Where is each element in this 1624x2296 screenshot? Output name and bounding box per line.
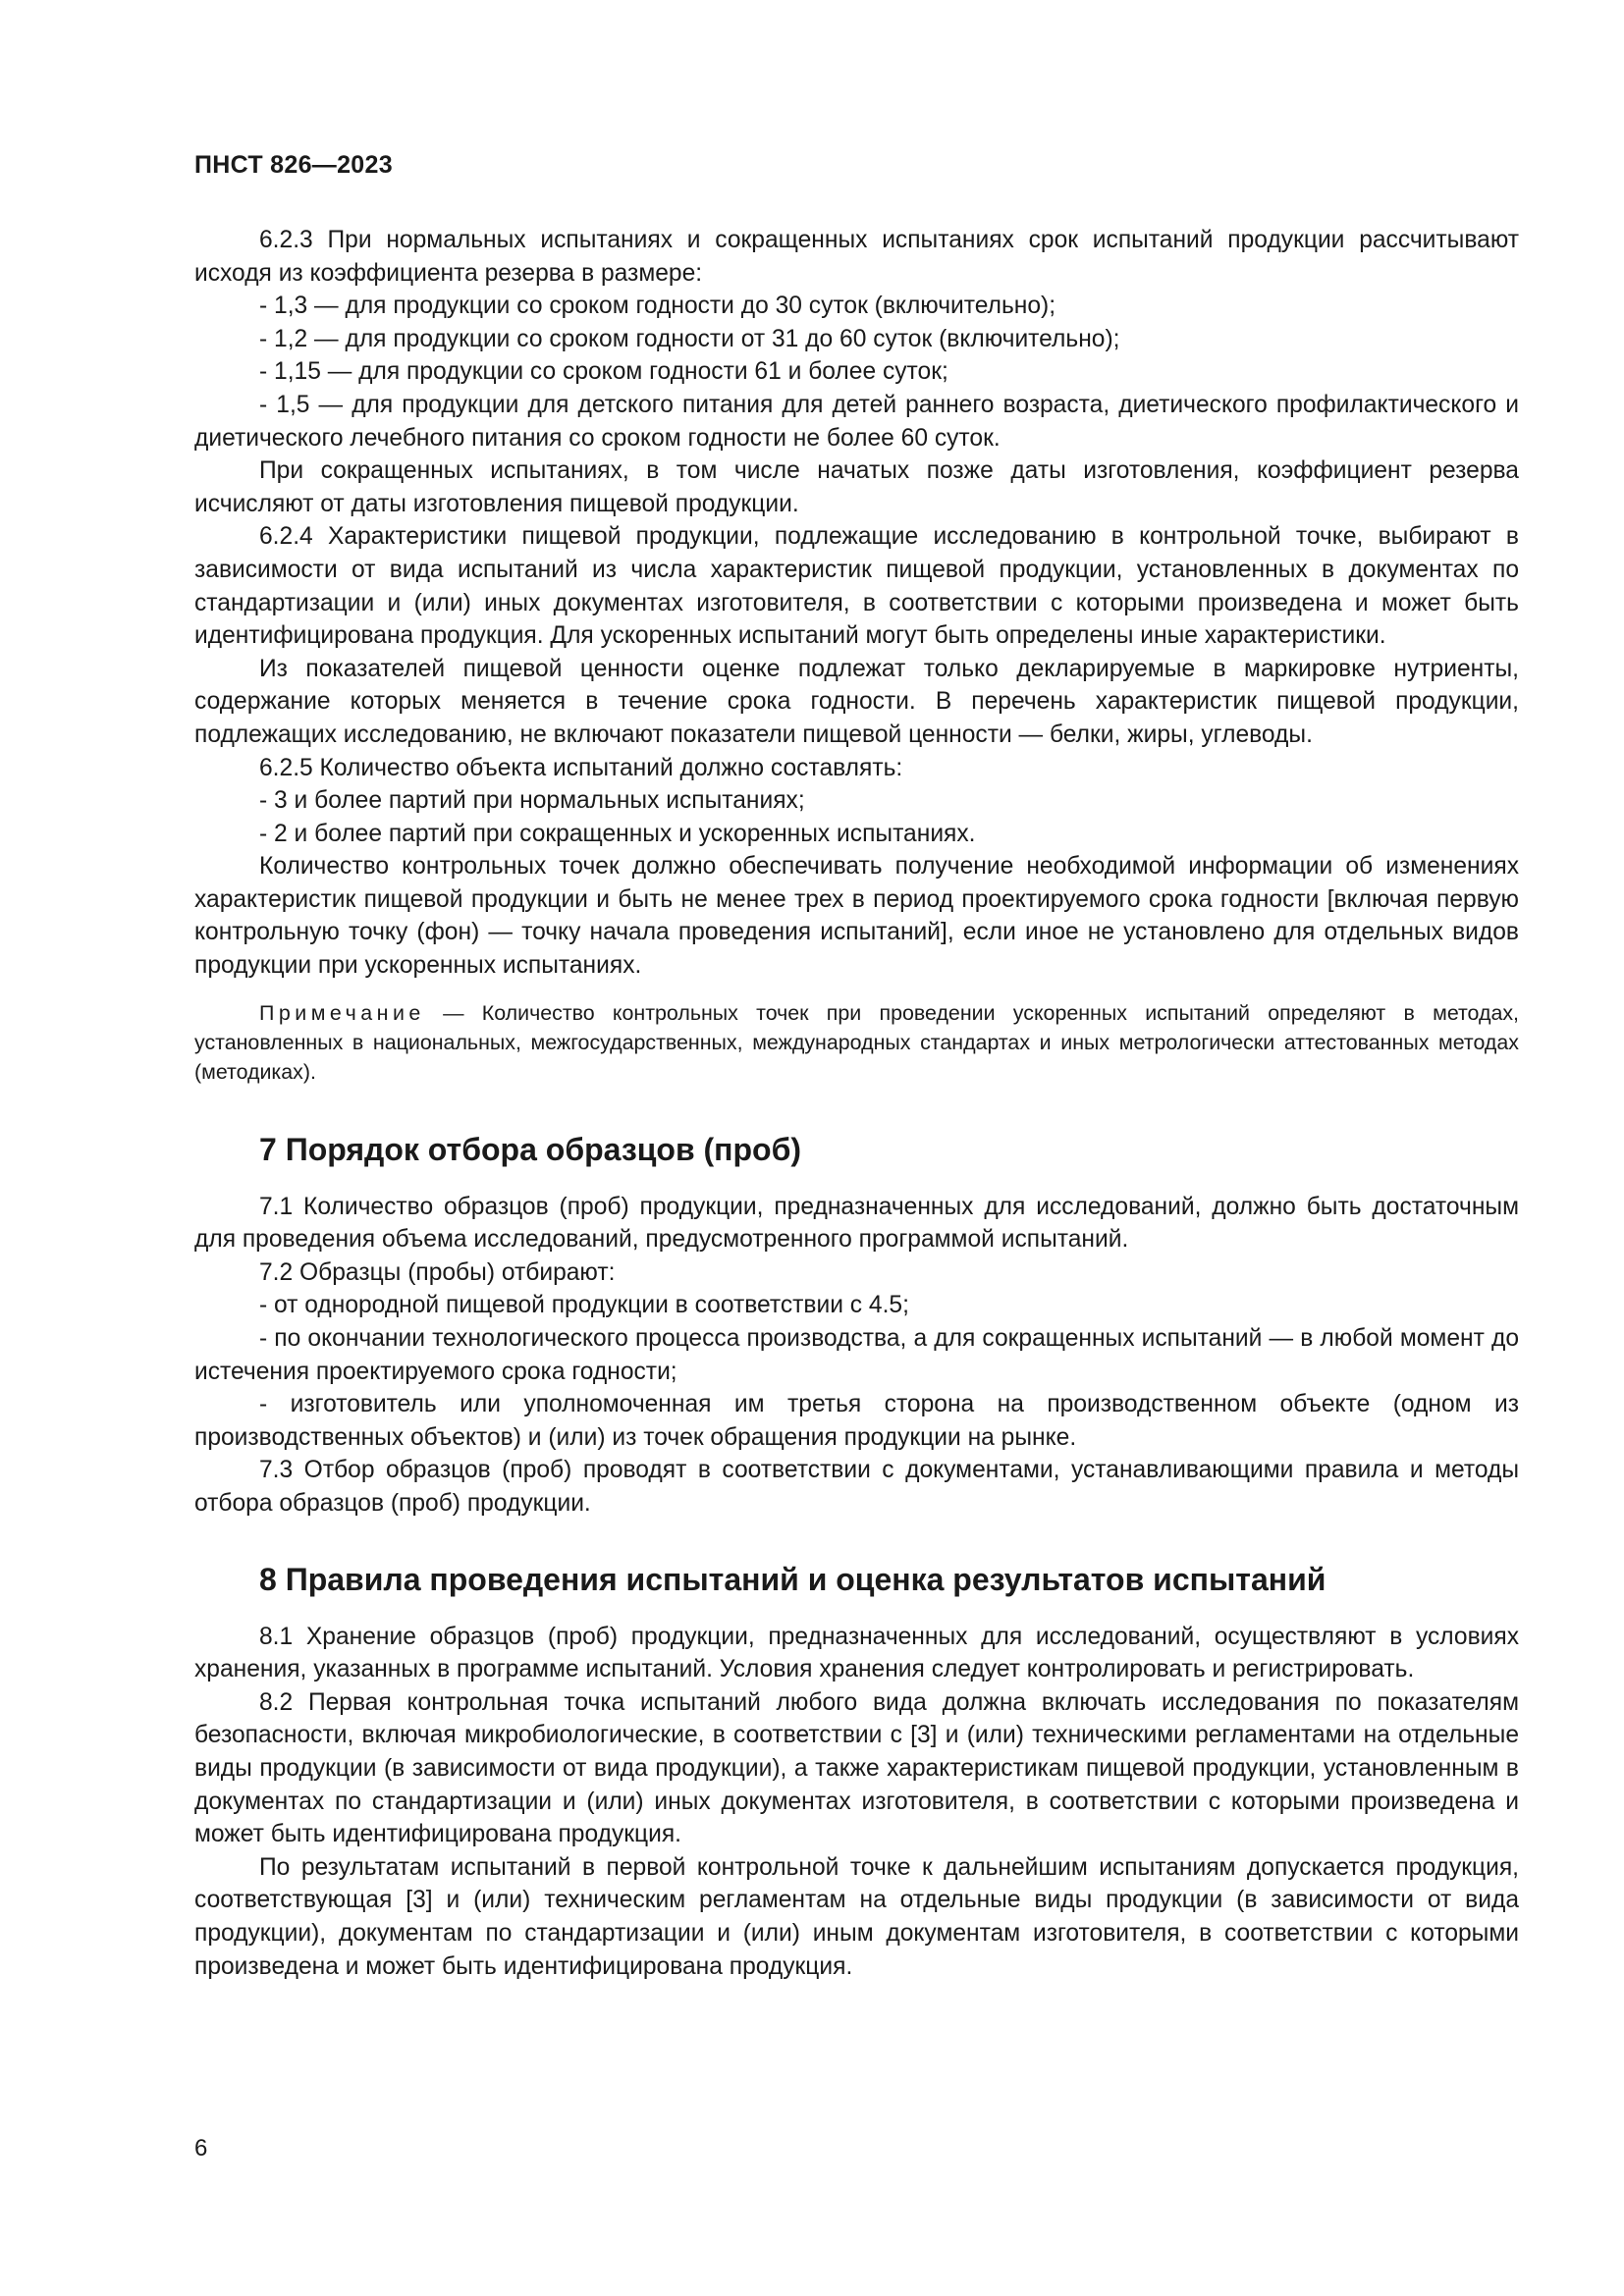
paragraph: Из показателей пищевой ценности оценке подлежат только декларируемые в маркировке нутриенты, содержание которых меняется в течение срока годности. В перечень характеристик пищевой продукции, подлежащих исследованию, не включают показатели пищевой ценности — белки, жиры, углеводы.: [194, 655, 1519, 748]
paragraph-8-1: 8.1 Хранение образцов (проб) продукции, предназначенных для исследований, осуществляют в условиях хранения, указанных в программе испытаний. Условия хранения следует контролировать и регистрировать.: [194, 1623, 1519, 1683]
paragraph-6-2-4: 6.2.4 Характеристики пищевой продукции, подлежащие исследованию в контрольной точке, выбирают в зависимости от вида испытаний из числа характеристик пищевой продукции, установленных в документах по стандартизации и (или) иных документах изготовителя, в соответствии с которыми произведена и может быть идентифицирована продукция. Для ускоренных испытаний могут быть определены иные характеристики.: [194, 523, 1519, 650]
document-code: ПНСТ 826—2023: [194, 151, 393, 179]
paragraph-7-3: 7.3 Отбор образцов (проб) проводят в соответствии с документами, устанавливающими правила и методы отбора образцов (проб) продукции.: [194, 1457, 1519, 1517]
paragraph-7-2: 7.2 Образцы (пробы) отбирают:: [259, 1258, 616, 1286]
paragraph-6-2-3: 6.2.3 При нормальных испытаниях и сокращенных испытаниях срок испытаний продукции рассчитывают исходя из коэффициента резерва в размере:: [194, 227, 1519, 287]
list-item: - 3 и более партий при нормальных испытаниях;: [259, 787, 805, 815]
list-item: - по окончании технологического процесса производства, а для сокращенных испытаний — в любой момент до истечения проектируемого срока годности;: [194, 1325, 1519, 1385]
section-7-title: 7 Порядок отбора образцов (проб): [259, 1131, 801, 1167]
paragraph: По результатам испытаний в первой контрольной точке к дальнейшим испытаниям допускается продукция, соответствующая [3] и (или) техническим регламентам на отдельные виды продукции (в зависимости от вида продукции), документам по стандартизации и (или) иным документам изготовителя, в соответствии с которыми произведена и может быть идентифицирована продукция.: [194, 1853, 1519, 1980]
note-label: Примечание: [259, 1000, 425, 1025]
list-item: - 2 и более партий при сокращенных и ускоренных испытаниях.: [259, 820, 976, 847]
list-item: - 1,2 — для продукции со сроком годности от 31 до 60 суток (включительно);: [259, 325, 1120, 352]
note-text: — Количество контрольных точек при проведении ускоренных испытаний определяют в методах, установленных в национальных, межгосударственных, международных стандартах и иных метрологически аттестованных методах (методиках).: [194, 1000, 1519, 1084]
paragraph: При сокращенных испытаниях, в том числе начатых позже даты изготовления, коэффициент резерва исчисляют от даты изготовления пищевой продукции.: [194, 457, 1519, 517]
paragraph-6-2-5: 6.2.5 Количество объекта испытаний должно составлять:: [259, 754, 903, 781]
list-item: - изготовитель или уполномоченная им третья сторона на производственном объекте (одном из производственных объектов) и (или) из точек обращения продукции на рынке.: [194, 1391, 1519, 1451]
list-item: - 1,15 — для продукции со сроком годности 61 и более суток;: [259, 358, 948, 386]
document-body: [194, 224, 1519, 1983]
page-number: 6: [194, 2135, 208, 2162]
list-item: - 1,3 — для продукции со сроком годности до 30 суток (включительно);: [259, 293, 1056, 320]
paragraph-8-2: 8.2 Первая контрольная точка испытаний любого вида должна включать исследования по показателям безопасности, включая микробиологические, в соответствии с [3] и (или) техническими регламентами на отдельные виды продукции (в зависимости от вида продукции), а также характеристикам пищевой продукции, установленным в документах по стандартизации и (или) иных документах изготовителя, в соответствии с которыми произведена и может быть идентифицирована продукция.: [194, 1688, 1519, 1848]
paragraph: Количество контрольных точек должно обеспечивать получение необходимой информации об изменениях характеристик пищевой продукции и быть не менее трех в период проектируемого срока годности [включая первую контрольную точку (фон) — точку начала проведения испытаний], если иное не установлено для отдельных видов продукции при ускоренных испытаниях.: [194, 853, 1519, 980]
list-item: - от однородной пищевой продукции в соответствии с 4.5;: [259, 1292, 909, 1319]
note: [194, 998, 1519, 1087]
list-item: - 1,5 — для продукции для детского питания для детей раннего возраста, диетического профилактического и диетического лечебного питания со сроком годности не более 60 суток.: [194, 391, 1519, 452]
section-8-title: 8 Правила проведения испытаний и оценка результатов испытаний: [259, 1561, 1326, 1597]
paragraph-7-1: 7.1 Количество образцов (проб) продукции, предназначенных для исследований, должно быть достаточным для проведения объема исследований, предусмотренного программой испытаний.: [194, 1193, 1519, 1254]
